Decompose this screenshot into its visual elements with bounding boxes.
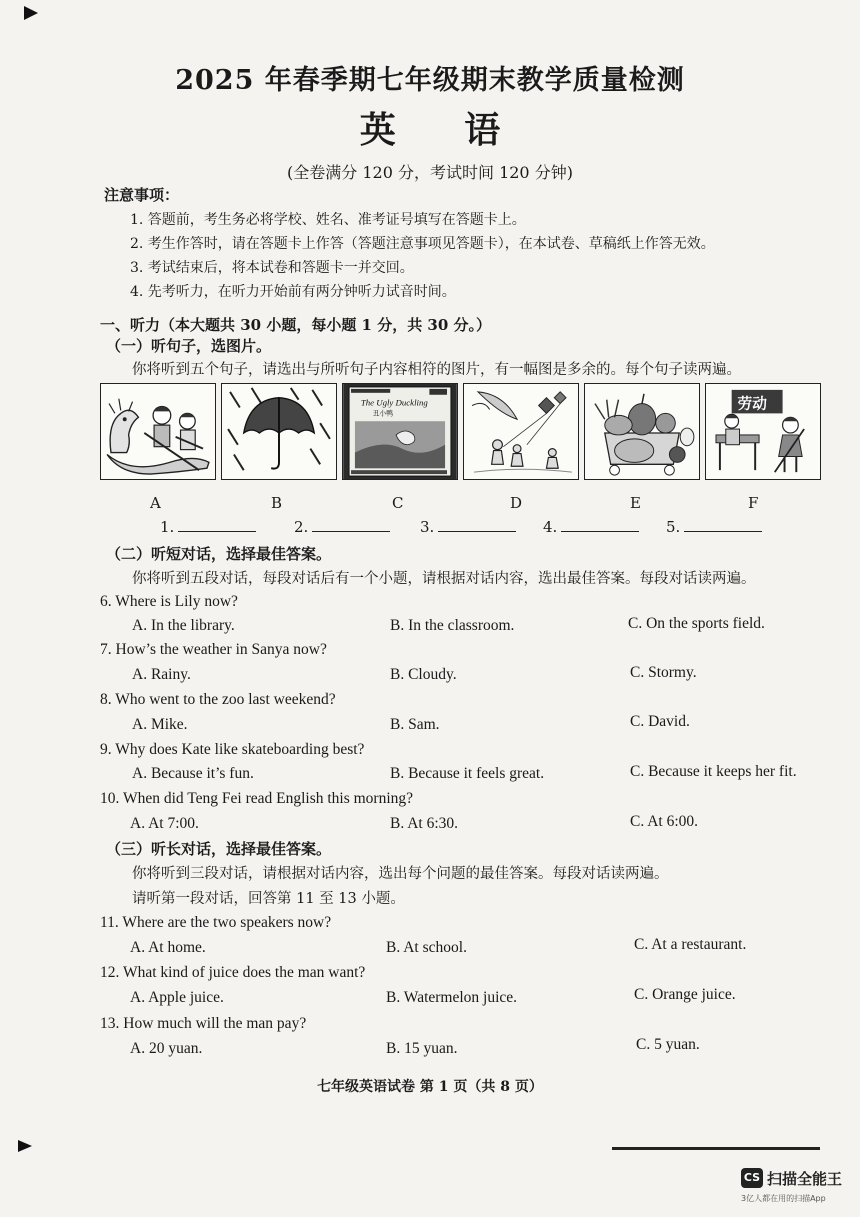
option-a[interactable]: A. 20 yuan. xyxy=(130,1040,203,1057)
picture-label: D xyxy=(510,494,523,512)
labour-day-icon xyxy=(705,383,821,480)
picture-label: B xyxy=(271,494,283,512)
option-c[interactable]: C. David. xyxy=(630,713,690,730)
picture-label: A xyxy=(150,494,161,512)
question: 10. When did Teng Fei read English this morning? xyxy=(100,790,414,807)
option-c[interactable]: C. On the sports field. xyxy=(628,615,765,632)
listening-heading: 一、听力（本大题共 30 小题，每小题 1 分，共 30 分。） xyxy=(100,316,492,334)
book-ugly-duckling-icon xyxy=(342,383,458,480)
picture-label: F xyxy=(748,494,759,512)
option-c[interactable]: C. Orange juice. xyxy=(634,986,736,1003)
note-item: 3. 考试结束后，将本试卷和答题卡一并交回。 xyxy=(130,260,414,276)
option-b[interactable]: B. Sam. xyxy=(390,716,440,733)
sign-text: 劳动 xyxy=(737,395,767,413)
fruits-vegetables-icon xyxy=(584,383,700,480)
corner-mark xyxy=(18,1140,32,1152)
scanner-name: 扫描全能王 xyxy=(767,1170,843,1188)
option-b[interactable]: B. 15 yuan. xyxy=(386,1040,458,1057)
picture-row xyxy=(100,383,820,483)
question: 11. Where are the two speakers now? xyxy=(100,914,332,931)
blank-number: 3. xyxy=(420,518,435,536)
page-footer: 七年级英语试卷 第 1 页（共 8 页） xyxy=(317,1079,543,1095)
question: 12. What kind of juice does the man want? xyxy=(100,964,366,981)
blank-number: 4. xyxy=(543,518,558,536)
exam-title: 2025 年春季期七年级期末教学质量检测 xyxy=(175,65,685,96)
blank-line[interactable] xyxy=(178,517,256,532)
blank-number: 2. xyxy=(294,518,309,536)
answer-blank[interactable] xyxy=(160,517,256,536)
blank-line[interactable] xyxy=(438,517,516,532)
answer-blank[interactable] xyxy=(420,517,516,536)
option-a[interactable]: A. In the library. xyxy=(132,617,235,634)
answer-blank[interactable] xyxy=(294,517,390,536)
option-b[interactable]: B. Cloudy. xyxy=(390,666,457,683)
part2-instruction: 你将听到五段对话，每段对话后有一个小题，请根据对话内容，选出最佳答案。每段对话读两遍。 xyxy=(132,571,756,587)
option-c[interactable]: C. Because it keeps her fit. xyxy=(630,763,797,780)
option-a[interactable]: A. At home. xyxy=(130,939,206,956)
blank-number: 5. xyxy=(666,518,681,536)
dragon-boat-icon xyxy=(100,383,216,480)
kite-flying-icon xyxy=(463,383,579,480)
option-a[interactable]: A. Apple juice. xyxy=(130,989,224,1006)
notes-title: 注意事项： xyxy=(104,186,180,204)
part1-heading: （一）听句子，选图片。 xyxy=(106,337,272,355)
option-a[interactable]: A. Rainy. xyxy=(132,666,191,683)
scanner-logo-icon: CS xyxy=(741,1168,763,1188)
blank-line[interactable] xyxy=(312,517,390,532)
question: 6. Where is Lily now? xyxy=(100,593,238,610)
scanner-tagline: 3亿人都在用的扫描App xyxy=(741,1194,826,1203)
picture-label: E xyxy=(630,494,641,512)
blank-number: 1. xyxy=(160,518,175,536)
part3-heading: （三）听长对话，选择最佳答案。 xyxy=(106,840,332,858)
answer-blank[interactable] xyxy=(543,517,639,536)
blank-line[interactable] xyxy=(561,517,639,532)
question: 7. How’s the weather in Sanya now? xyxy=(100,641,327,658)
blank-line[interactable] xyxy=(684,517,762,532)
picture-label: C xyxy=(392,494,404,512)
option-b[interactable]: B. Watermelon juice. xyxy=(386,989,518,1006)
option-c[interactable]: C. At 6:00. xyxy=(630,813,699,830)
subject-title: 英 语 xyxy=(359,109,529,151)
answer-blank[interactable] xyxy=(666,517,762,536)
note-item: 2. 考生作答时，请在答题卡上作答（答题注意事项见答题卡），在本试卷、草稿纸上作答无效。 xyxy=(130,236,715,252)
part2-heading: （二）听短对话，选择最佳答案。 xyxy=(106,545,332,563)
book-title: The Ugly Duckling xyxy=(360,397,428,408)
option-a[interactable]: A. Mike. xyxy=(132,716,188,733)
exam-subtitle: (全卷满分 120 分，考试时间 120 分钟) xyxy=(287,163,573,182)
question: 9. Why does Kate like skateboarding best? xyxy=(100,741,365,758)
option-b[interactable]: B. At school. xyxy=(386,939,467,956)
option-b[interactable]: B. In the classroom. xyxy=(390,617,515,634)
note-item: 4. 先考听力，在听力开始前有两分钟听力试音时间。 xyxy=(130,284,456,300)
option-b[interactable]: B. Because it feels great. xyxy=(390,765,545,782)
umbrella-rain-icon xyxy=(221,383,337,480)
part3-sub-instruction: 请听第一段对话，回答第 11 至 13 小题。 xyxy=(132,891,405,907)
book-subtitle: 丑小鸭 xyxy=(372,409,394,418)
option-c[interactable]: C. 5 yuan. xyxy=(636,1036,700,1053)
page-rule xyxy=(612,1147,820,1150)
question: 13. How much will the man pay? xyxy=(100,1015,307,1032)
question: 8. Who went to the zoo last weekend? xyxy=(100,691,336,708)
option-a[interactable]: A. At 7:00. xyxy=(130,815,199,832)
note-item: 1. 答题前，考生务必将学校、姓名、准考证号填写在答题卡上。 xyxy=(130,212,526,228)
part3-instruction: 你将听到三段对话，请根据对话内容，选出每个问题的最佳答案。每段对话读两遍。 xyxy=(132,866,669,882)
option-a[interactable]: A. Because it’s fun. xyxy=(132,765,254,782)
option-c[interactable]: C. Stormy. xyxy=(630,664,697,681)
option-c[interactable]: C. At a restaurant. xyxy=(634,936,747,953)
option-b[interactable]: B. At 6:30. xyxy=(390,815,459,832)
part1-instruction: 你将听到五个句子，请选出与所听句子内容相符的图片，有一幅图是多余的。每个句子读两遍。 xyxy=(132,362,741,378)
corner-mark xyxy=(24,6,38,20)
